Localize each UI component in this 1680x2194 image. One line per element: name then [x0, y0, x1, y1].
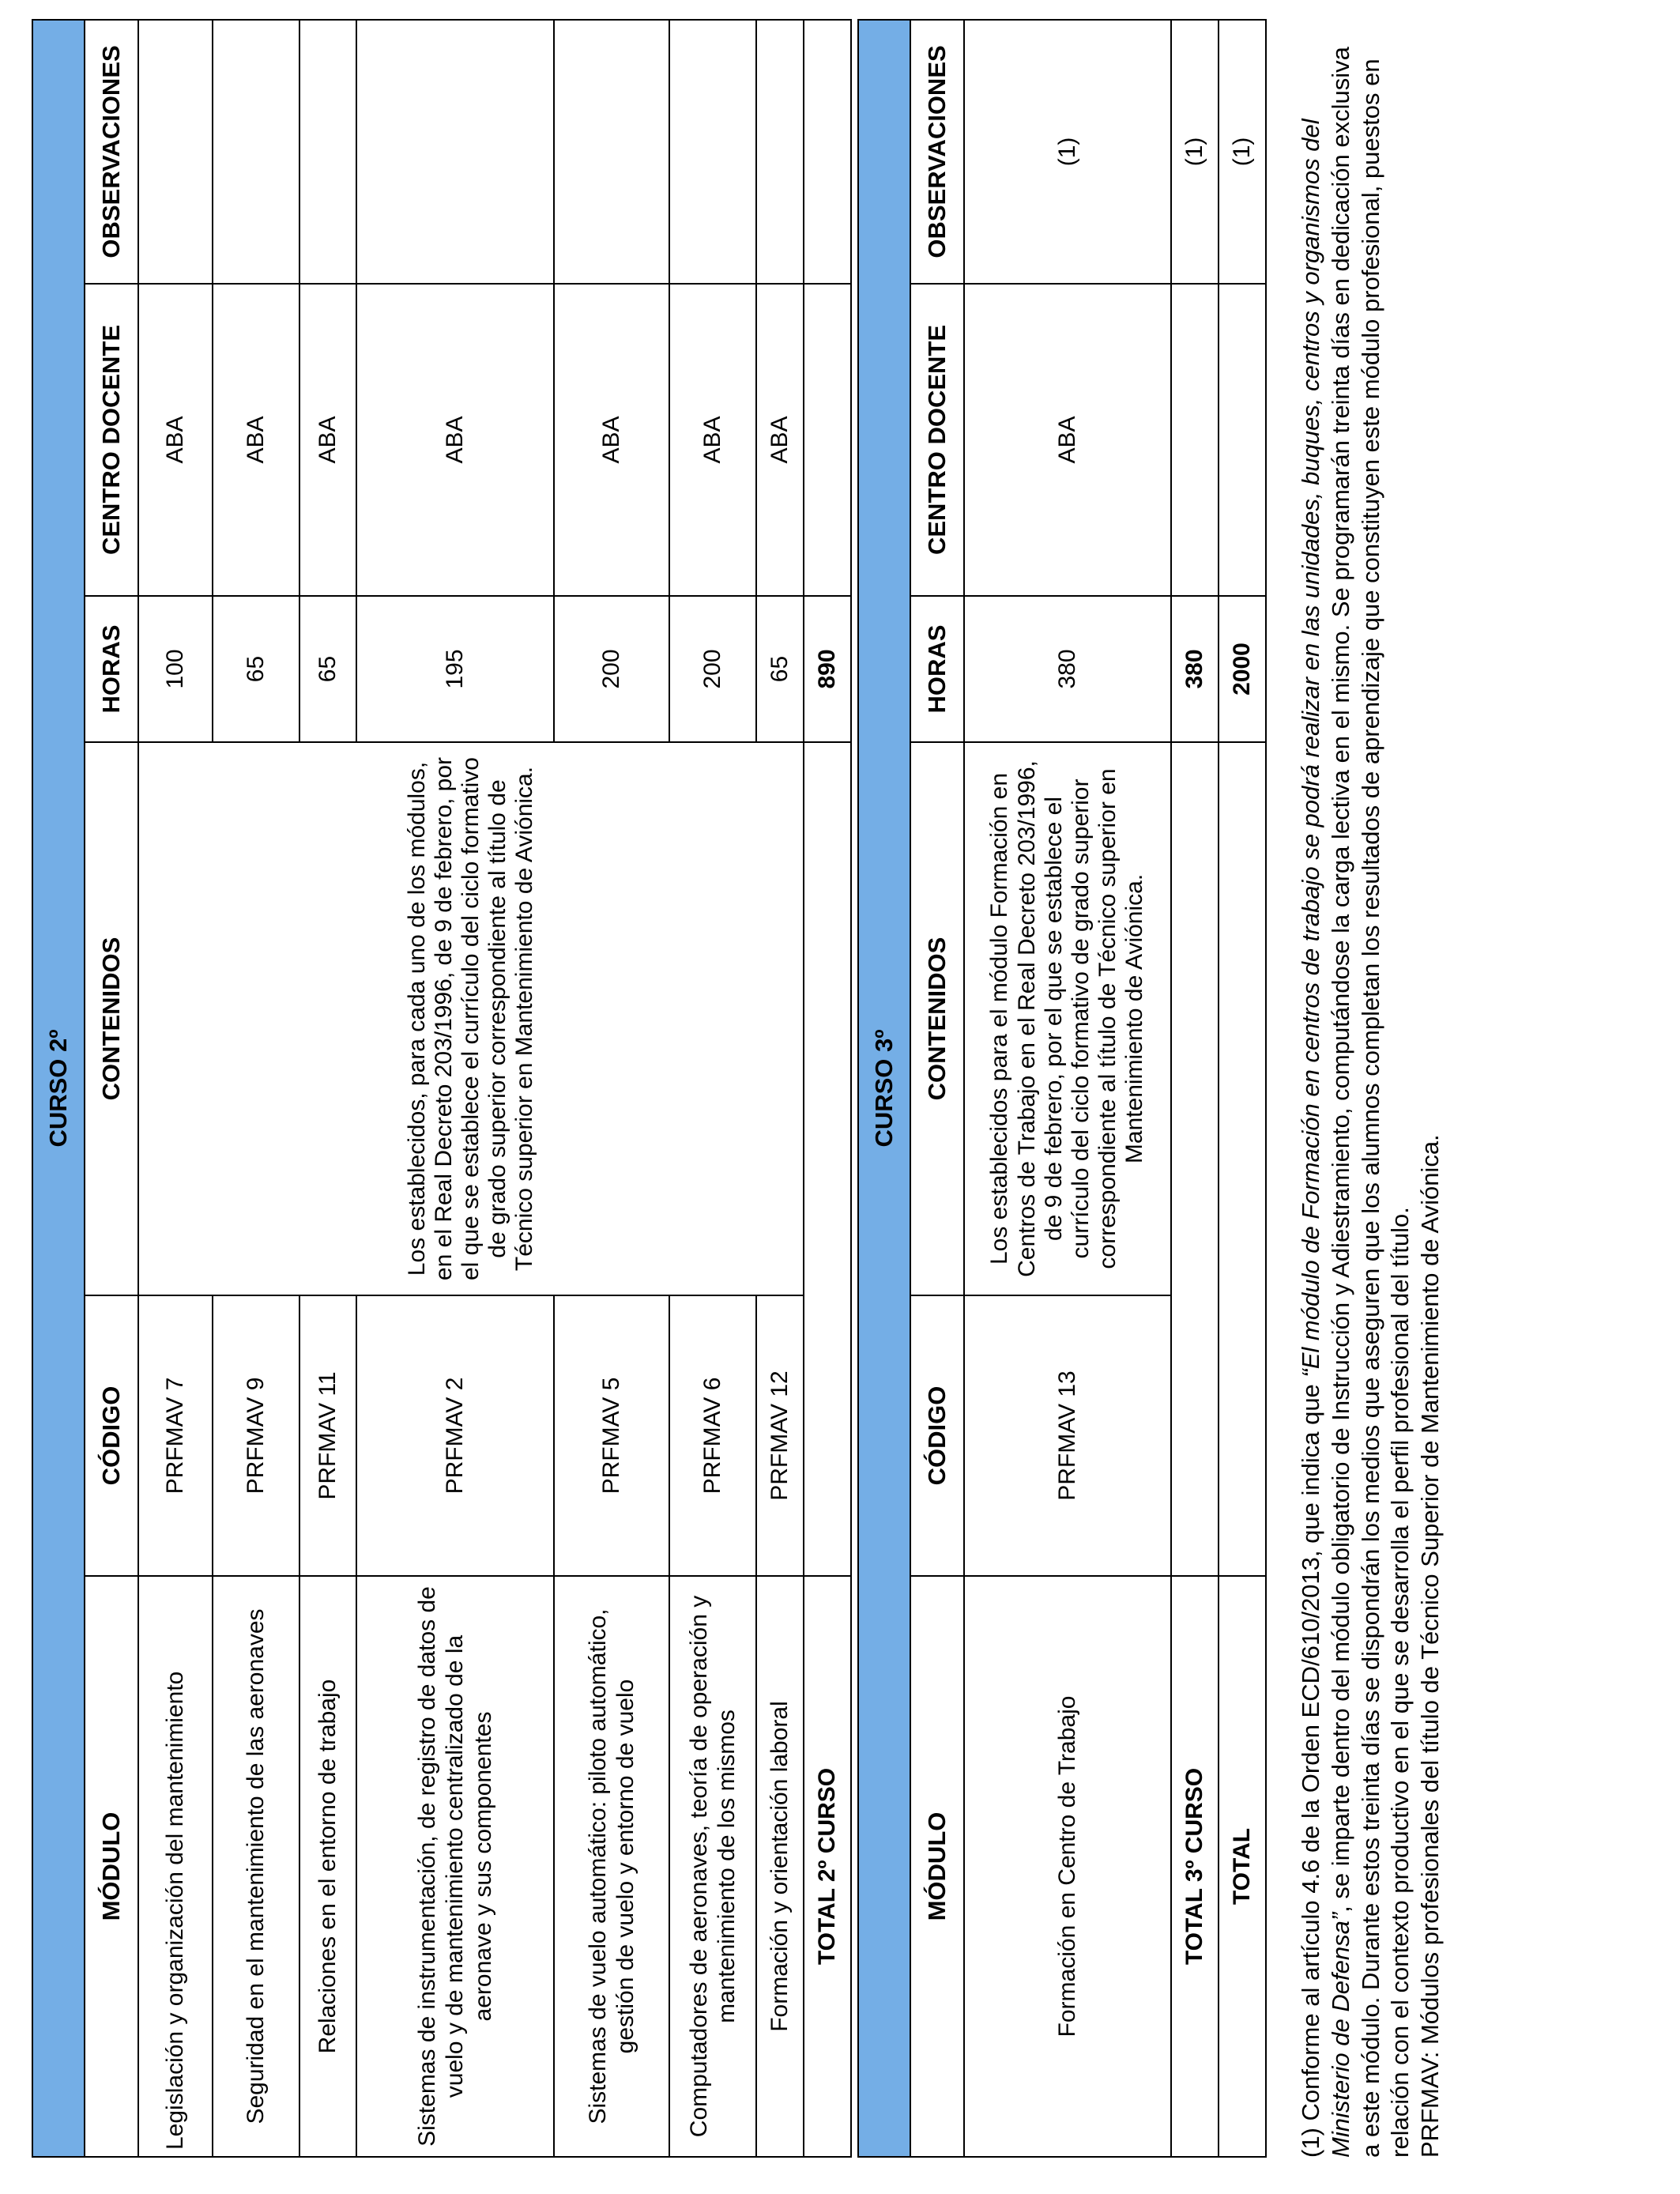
- observaciones-cell: [299, 20, 356, 284]
- curso-2-table: [32, 19, 852, 2158]
- total-horas: 2000: [1219, 596, 1266, 742]
- total-horas: 890: [804, 596, 851, 742]
- codigo-cell: PRFMAV 9: [213, 1295, 299, 1576]
- footnote-1-text-b: , se imparte dentro del módulo obligatorio de Instrucción y Adiestramiento, computándose la carga lectiva en el mismo. Se programarán treinta días en dedicación exclusiva a este módulo. Durante estos treinta días se dispondrán los medios que aseguren que los alumnos completan los resultados de aprendizaje que constituyen este módulo profesional, puestos en relación con el contexto productivo en el que se desarrolla el perfil profesional del título.: [1326, 47, 1414, 2158]
- contenidos-cell: Los establecidos, para cada uno de los módulos, en el Real Decreto 203/1996, de 9 de febrero, por el que se establece el currículo del ciclo formativo de grado superior correspondiente al título de Técnico superior en Mantenimiento de Aviónica.: [138, 742, 804, 1295]
- modulo-cell: Formación y orientación laboral: [756, 1576, 804, 2157]
- centro-cell: ABA: [213, 284, 299, 596]
- horas-cell: 200: [669, 596, 756, 742]
- centro-cell: ABA: [964, 284, 1171, 596]
- header-contenidos: CONTENIDOS: [85, 742, 138, 1295]
- total-row: [1219, 20, 1266, 2157]
- observaciones-cell: [554, 20, 669, 284]
- header-horas: HORAS: [910, 596, 964, 742]
- table-row: [138, 20, 213, 2157]
- empty-cell: [804, 20, 851, 284]
- total-observaciones: (1): [1219, 20, 1266, 284]
- footnote-prfmav: PRFMAV: Módulos profesionales del título de Técnico Superior de Mantenimiento de Aviónica.: [1416, 1134, 1445, 2158]
- modulo-cell: Sistemas de vuelo automático: piloto automático, gestión de vuelo y entorno de vuelo: [554, 1576, 669, 2157]
- curso-3-title: CURSO 3º: [858, 20, 910, 2157]
- modulo-cell: Seguridad en el mantenimiento de las aeronaves: [213, 1576, 299, 2157]
- total-3-horas: 380: [1171, 596, 1219, 742]
- observaciones-cell: [756, 20, 804, 284]
- header-modulo: MÓDULO: [85, 1576, 138, 2157]
- footnote-1-text-a: (1) Conforme al artículo 4.6 de la Orden ECD/610/2013, que indica que: [1297, 1377, 1324, 2158]
- curso-3-table: [857, 19, 1267, 2158]
- horas-cell: 100: [138, 596, 213, 742]
- empty-cell: [1171, 284, 1219, 596]
- modulo-cell: Relaciones en el entorno de trabajo: [299, 1576, 356, 2157]
- footnotes: [1296, 32, 1445, 2158]
- total-label: TOTAL 2º CURSO: [804, 1576, 851, 2157]
- footnote-1-quote: “El módulo de Formación en centros de trabajo se podrá realizar en las unidades, buques, centros y organismos del Ministerio de Defensa”: [1297, 119, 1354, 2158]
- header-horas: HORAS: [85, 596, 138, 742]
- modulo-cell: Formación en Centro de Trabajo: [964, 1576, 1171, 2157]
- header-observaciones: OBSERVACIONES: [910, 20, 964, 284]
- horas-cell: 65: [299, 596, 356, 742]
- empty-cell: [804, 742, 851, 1295]
- horas-cell: 65: [213, 596, 299, 742]
- empty-cell: [1219, 1295, 1266, 1576]
- total-3-label: TOTAL 3º CURSO: [1171, 1576, 1219, 2157]
- total-3-observaciones: (1): [1171, 20, 1219, 284]
- empty-cell: [1219, 742, 1266, 1295]
- codigo-cell: PRFMAV 7: [138, 1295, 213, 1576]
- table-row: [964, 20, 1171, 2157]
- centro-cell: ABA: [669, 284, 756, 596]
- codigo-cell: PRFMAV 12: [756, 1295, 804, 1576]
- curso-2-title: CURSO 2º: [32, 20, 85, 2157]
- total-row: [804, 20, 851, 2157]
- header-codigo: CÓDIGO: [85, 1295, 138, 1576]
- empty-cell: [1171, 742, 1219, 1295]
- codigo-cell: PRFMAV 11: [299, 1295, 356, 1576]
- observaciones-cell: [356, 20, 554, 284]
- centro-cell: ABA: [138, 284, 213, 596]
- centro-cell: ABA: [756, 284, 804, 596]
- horas-cell: 380: [964, 596, 1171, 742]
- empty-cell: [804, 284, 851, 596]
- total-row: [1171, 20, 1219, 2157]
- empty-cell: [804, 1295, 851, 1576]
- header-codigo: CÓDIGO: [910, 1295, 964, 1576]
- codigo-cell: PRFMAV 2: [356, 1295, 554, 1576]
- empty-cell: [1171, 1295, 1219, 1576]
- footnote-1: [1296, 32, 1415, 2158]
- modulo-cell: Legislación y organización del mantenimiento: [138, 1576, 213, 2157]
- horas-cell: 195: [356, 596, 554, 742]
- codigo-cell: PRFMAV 5: [554, 1295, 669, 1576]
- observaciones-cell: [669, 20, 756, 284]
- header-observaciones: OBSERVACIONES: [85, 20, 138, 284]
- header-centro: CENTRO DOCENTE: [910, 284, 964, 596]
- observaciones-cell: (1): [964, 20, 1171, 284]
- header-contenidos: CONTENIDOS: [910, 742, 964, 1295]
- observaciones-cell: [213, 20, 299, 284]
- observaciones-cell: [138, 20, 213, 284]
- codigo-cell: PRFMAV 13: [964, 1295, 1171, 1576]
- header-modulo: MÓDULO: [910, 1576, 964, 2157]
- modulo-cell: Computadores de aeronaves, teoría de operación y mantenimiento de los mismos: [669, 1576, 756, 2157]
- centro-cell: ABA: [299, 284, 356, 596]
- empty-cell: [1219, 284, 1266, 596]
- centro-cell: ABA: [554, 284, 669, 596]
- header-centro: CENTRO DOCENTE: [85, 284, 138, 596]
- total-label: TOTAL: [1219, 1576, 1266, 2157]
- horas-cell: 65: [756, 596, 804, 742]
- codigo-cell: PRFMAV 6: [669, 1295, 756, 1576]
- horas-cell: 200: [554, 596, 669, 742]
- contenidos-cell: Los establecidos para el módulo Formación en Centros de Trabajo en el Real Decreto 203/1996, de 9 de febrero, por el que se establece el currículo del ciclo formativo de grado superior correspondiente al título de Técnico superior en Mantenimiento de Aviónica.: [964, 742, 1171, 1295]
- modulo-cell: Sistemas de instrumentación, de registro de datos de vuelo y de mantenimiento centralizado de la aeronave y sus componentes: [356, 1576, 554, 2157]
- centro-cell: ABA: [356, 284, 554, 596]
